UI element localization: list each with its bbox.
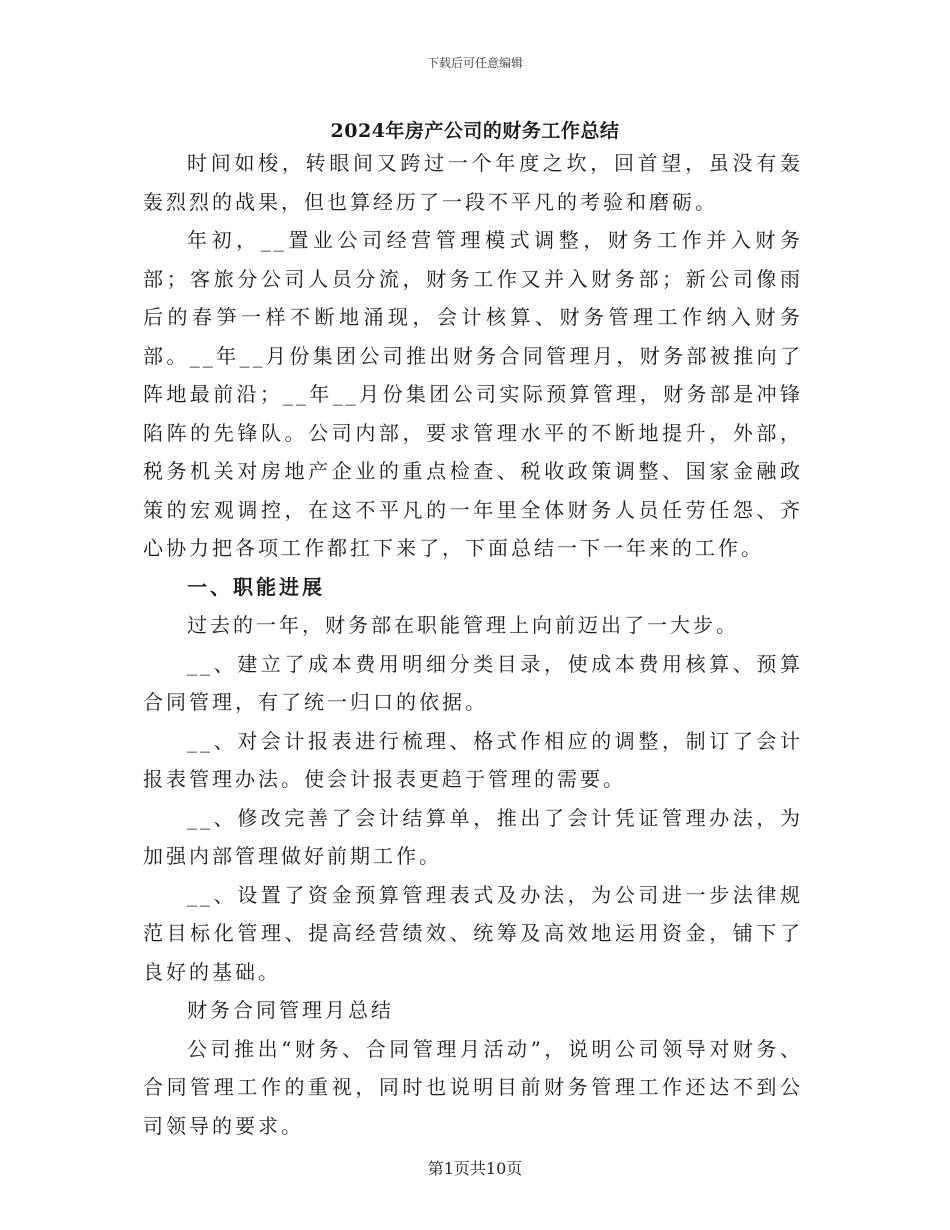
document-title: 2024年房产公司的财务工作总结 bbox=[330, 120, 620, 142]
list-item: __、设置了资金预算管理表式及办法，为公司进一步法律规范目标化管理、提高经营绩效、统筹及高效地运用资金，铺下了良好的基础。 bbox=[143, 882, 803, 984]
section-heading: 一、职能进展 bbox=[187, 574, 325, 599]
page-number: 第1页共10页 bbox=[427, 1159, 523, 1178]
subheading: 财务合同管理月总结 bbox=[187, 998, 394, 1022]
overview-paragraph: 年初，__置业公司经营管理模式调整，财务工作并入财务部；客旅分公司人员分流，财务工作又并入财务部；新公司像雨后的春笋一样不断地涌现，会计核算、财务管理工作纳入财务部。__年__月份集团公司推出财务合同管理月，财务部被推向了阵地最前沿；__年__月份集团公司实际预算管理，财务部是冲锋陷阵的先锋队。公司内部，要求管理水平的不断地提升，外部，税务机关对房地产企业的重点检查、税收政策调整、国家金融政策的宏观调控，在这不平凡的一年里全体财务人员任劳任怨、齐心协力把各项工作都扛下来了，下面总结一下一年来的工作。 bbox=[143, 228, 803, 560]
intro-paragraph: 时间如梭，转眼间又跨过一个年度之坎，回首望，虽没有轰轰烈烈的战果，但也算经历了一段不平凡的考验和磨砺。 bbox=[143, 151, 803, 214]
document-body bbox=[143, 144, 803, 1145]
closing-paragraph: 公司推出“财务、合同管理月活动”，说明公司领导对财务、合同管理工作的重视，同时也说明目前财务管理工作还达不到公司领导的要求。 bbox=[143, 1036, 803, 1138]
list-item: __、对会计报表进行梳理、格式作相应的调整，制订了会计报表管理办法。使会计报表更趋于管理的需要。 bbox=[143, 728, 803, 791]
header-note: 下载后可任意编辑 bbox=[426, 56, 523, 70]
section-intro-paragraph: 过去的一年，财务部在职能管理上向前迈出了一大步。 bbox=[187, 613, 739, 637]
list-item: __、修改完善了会计结算单，推出了会计凭证管理办法，为加强内部管理做好前期工作。 bbox=[143, 805, 803, 868]
list-item: __、建立了成本费用明细分类目录，使成本费用核算、预算合同管理，有了统一归口的依据。 bbox=[143, 651, 803, 714]
